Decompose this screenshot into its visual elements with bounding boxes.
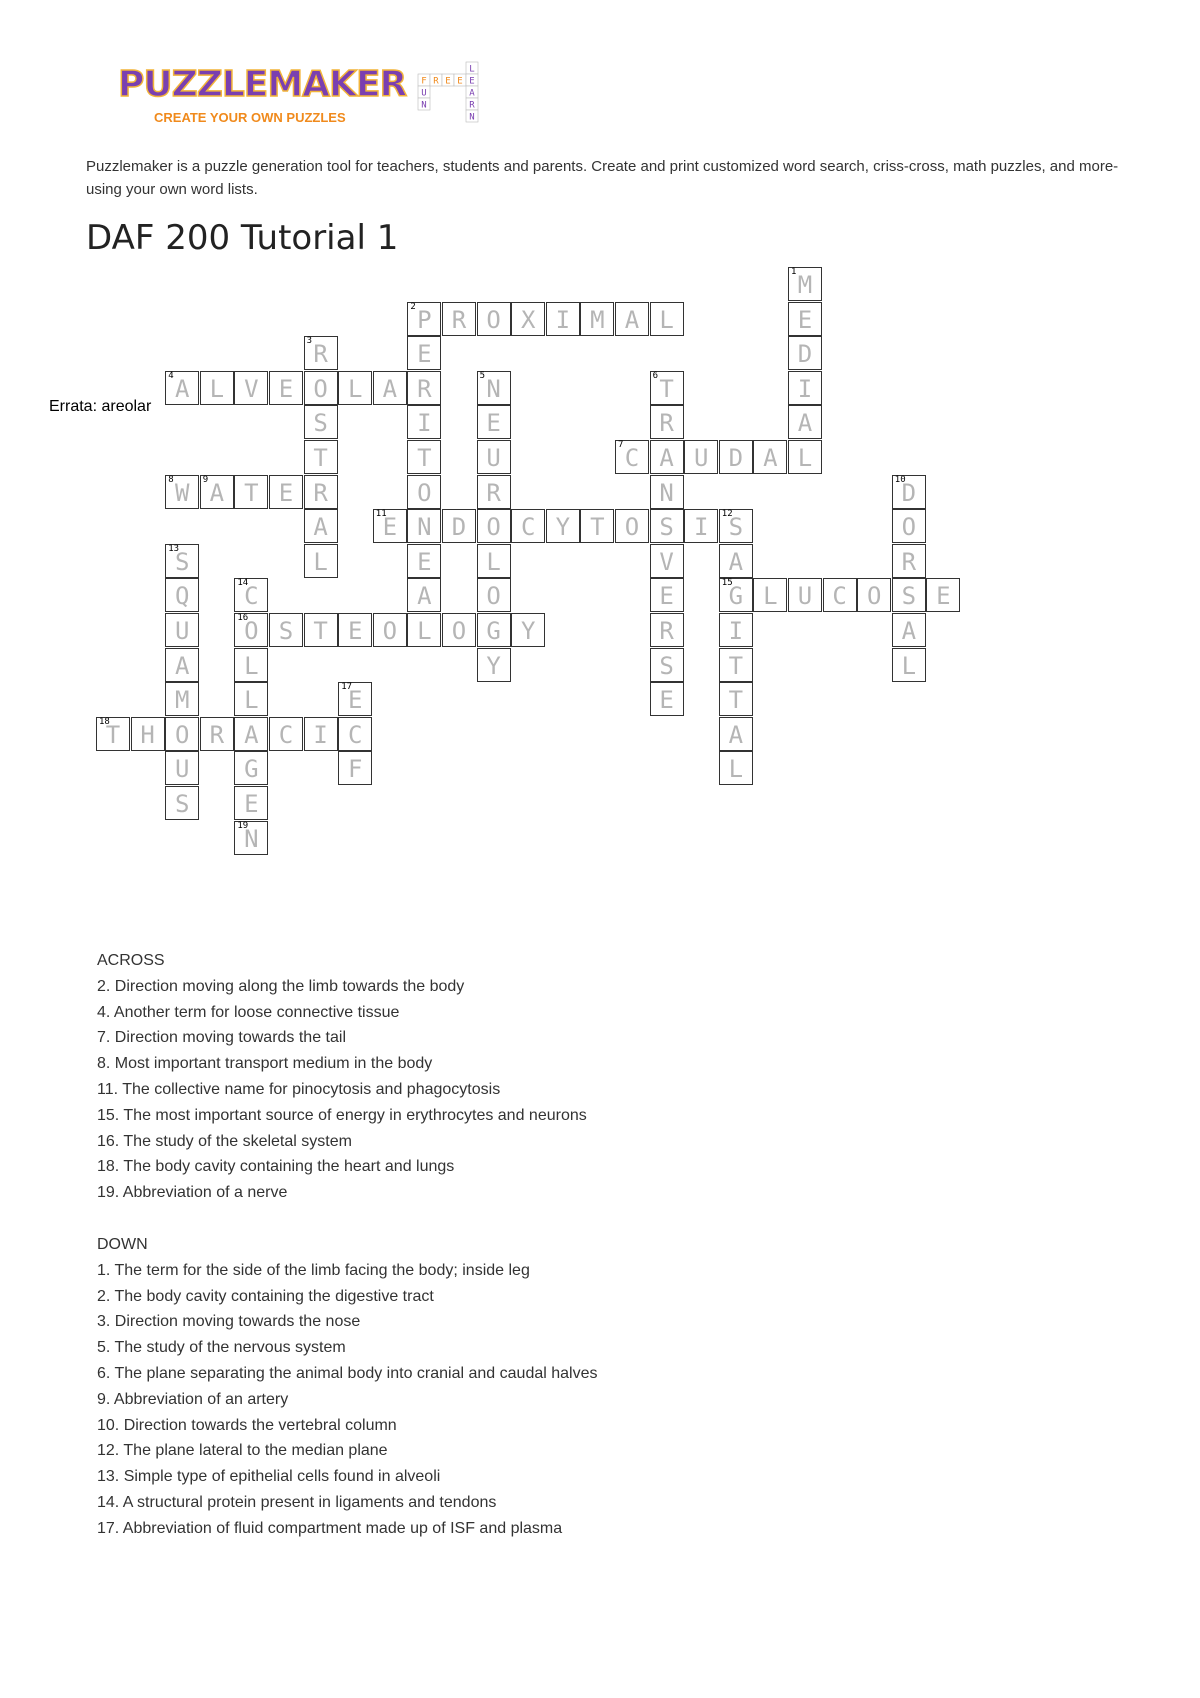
- crossword-cell[interactable]: U: [165, 613, 199, 647]
- crossword-cell[interactable]: E: [477, 405, 511, 439]
- crossword-cell[interactable]: O: [373, 613, 407, 647]
- down-clue: 10. Direction towards the vertebral column: [97, 1416, 397, 1434]
- crossword-cell[interactable]: R 3: [304, 336, 338, 370]
- crossword-cell[interactable]: T: [234, 475, 268, 509]
- logo-grid-letter: E: [457, 76, 463, 87]
- crossword-cell[interactable]: M: [165, 682, 199, 716]
- crossword-cell[interactable]: O: [165, 717, 199, 751]
- logo-grid-letter: E: [445, 76, 451, 87]
- crossword-cell[interactable]: E: [407, 544, 441, 578]
- logo-grid-letter: R: [433, 76, 439, 87]
- crossword-cell[interactable]: A: [788, 405, 822, 439]
- down-clue: 17. Abbreviation of fluid compartment made up of ISF and plasma: [97, 1519, 563, 1537]
- crossword-cell[interactable]: R: [892, 544, 926, 578]
- crossword-cell[interactable]: C: [338, 717, 372, 751]
- fun-learn-logo: [412, 58, 482, 134]
- across-clue: 15. The most important source of energy in erythrocytes and neurons: [97, 1106, 587, 1124]
- crossword-cell[interactable]: T 6: [650, 371, 684, 405]
- crossword-cell[interactable]: R: [407, 371, 441, 405]
- crossword-cell[interactable]: A: [650, 440, 684, 474]
- crossword-cell[interactable]: R: [477, 475, 511, 509]
- clue-number: 3: [306, 336, 313, 347]
- across-clue: 4. Another term for loose connective tissue: [97, 1003, 400, 1021]
- crossword-cell[interactable]: D: [442, 509, 476, 543]
- crossword-cell[interactable]: T: [304, 440, 338, 474]
- crossword-cell[interactable]: L: [753, 578, 787, 612]
- crossword-cell[interactable]: L: [234, 648, 268, 682]
- clue-number: 7: [618, 440, 624, 450]
- crossword-cell[interactable]: S: [650, 509, 684, 543]
- logo-wordmark: PUZZLEMAKER: [118, 64, 407, 105]
- crossword-cell[interactable]: E: [650, 682, 684, 716]
- crossword-cell[interactable]: A: [753, 440, 787, 474]
- crossword-cell[interactable]: S: [165, 786, 199, 820]
- clue-number: 10: [894, 474, 906, 485]
- crossword-cell[interactable]: C 14: [234, 578, 268, 612]
- down-clue: 5. The study of the nervous system: [97, 1339, 346, 1357]
- crossword-cell[interactable]: T: [407, 440, 441, 474]
- crossword-cell[interactable]: L: [234, 682, 268, 716]
- down-clue: 13. Simple type of epithelial cells found in alveoli: [97, 1468, 441, 1486]
- crossword-cell[interactable]: R: [442, 302, 476, 336]
- crossword-cell[interactable]: A: [373, 371, 407, 405]
- crossword-cell[interactable]: S: [650, 648, 684, 682]
- crossword-cell[interactable]: I: [407, 405, 441, 439]
- crossword-cell[interactable]: M: [580, 302, 614, 336]
- across-clue: 7. Direction moving towards the tail: [97, 1029, 346, 1047]
- across-clue: 18. The body cavity containing the heart and lungs: [97, 1158, 455, 1176]
- clue-number: 4: [168, 370, 174, 381]
- crossword-cell[interactable]: L: [892, 648, 926, 682]
- crossword-cell[interactable]: T: [719, 682, 753, 716]
- crossword-cell[interactable]: F: [338, 751, 372, 785]
- clue-number: 8: [168, 474, 174, 485]
- crossword-cell[interactable]: C 7: [615, 440, 649, 474]
- down-clue: 1. The term for the side of the limb facing the body; inside leg: [97, 1261, 530, 1279]
- crossword-cell[interactable]: A: [407, 578, 441, 612]
- crossword-cell[interactable]: E: [650, 578, 684, 612]
- clue-number: 19: [237, 820, 249, 831]
- crossword-cell[interactable]: V: [650, 544, 684, 578]
- crossword-cell[interactable]: Y: [546, 509, 580, 543]
- clue-number: 12: [721, 509, 733, 520]
- logo-grid-letter: U: [421, 88, 427, 99]
- crossword-cell[interactable]: E: [269, 371, 303, 405]
- clue-number: 15: [721, 578, 733, 589]
- crossword-cell[interactable]: D 10: [892, 475, 926, 509]
- puzzlemaker-logo[interactable]: [118, 58, 418, 130]
- crossword-cell[interactable]: E: [338, 613, 372, 647]
- clue-number: 1: [791, 267, 797, 277]
- down-clue: 9. Abbreviation of an artery: [97, 1390, 289, 1408]
- crossword-cell[interactable]: C: [823, 578, 857, 612]
- crossword-cell[interactable]: C: [269, 717, 303, 751]
- crossword-cell[interactable]: A: [304, 509, 338, 543]
- crossword-cell[interactable]: O: [407, 475, 441, 509]
- crossword-cell[interactable]: S: [269, 613, 303, 647]
- intro-text: Puzzlemaker is a puzzle generation tool for teachers, students and parents. Create and print customized word search, criss-cross, math puzzles, and more-using your own word lists.: [86, 158, 1119, 198]
- clue-number: 9: [202, 474, 209, 485]
- crossword-cell[interactable]: O: [615, 509, 649, 543]
- across-clue: 19. Abbreviation of a nerve: [97, 1184, 288, 1202]
- crossword-cell[interactable]: W 8: [165, 475, 199, 509]
- crossword-cell[interactable]: O: [477, 578, 511, 612]
- crossword-cell[interactable]: A: [719, 717, 753, 751]
- crossword-cell[interactable]: O: [477, 302, 511, 336]
- down-clue: 12. The plane lateral to the median plane: [97, 1442, 388, 1460]
- crossword-cell[interactable]: L: [304, 544, 338, 578]
- clue-number: 5: [479, 370, 486, 381]
- logo-tagline: CREATE YOUR OWN PUZZLES: [154, 110, 346, 125]
- crossword-cell[interactable]: A: [892, 613, 926, 647]
- crossword-cell[interactable]: E: [234, 786, 268, 820]
- crossword-cell[interactable]: H: [131, 717, 165, 751]
- crossword-cell[interactable]: A 4: [165, 371, 199, 405]
- crossword-cell[interactable]: I: [719, 613, 753, 647]
- crossword-cell[interactable]: D: [719, 440, 753, 474]
- crossword-cell[interactable]: G: [477, 613, 511, 647]
- across-clue: 11. The collective name for pinocytosis and phagocytosis: [97, 1080, 501, 1098]
- crossword-cell[interactable]: P 2: [407, 302, 441, 336]
- down-heading: DOWN: [97, 1235, 148, 1253]
- clue-number: 13: [168, 543, 180, 554]
- crossword-cell[interactable]: G 15: [719, 578, 753, 612]
- across-clue: 8. Most important transport medium in the body: [97, 1055, 433, 1073]
- crossword-cell[interactable]: E: [788, 302, 822, 336]
- crossword-cell[interactable]: T: [304, 613, 338, 647]
- crossword-cell[interactable]: R: [200, 717, 234, 751]
- crossword-cell[interactable]: E: [926, 578, 960, 612]
- crossword-cell[interactable]: O 16: [234, 613, 268, 647]
- clue-number: 11: [375, 509, 387, 520]
- crossword-cell[interactable]: I: [304, 717, 338, 751]
- crossword-cell[interactable]: N 5: [477, 371, 511, 405]
- down-clue: 14. A structural protein present in ligaments and tendons: [97, 1493, 497, 1511]
- crossword-cell[interactable]: O: [304, 371, 338, 405]
- crossword-cell[interactable]: I: [684, 509, 718, 543]
- crossword-cell[interactable]: U: [477, 440, 511, 474]
- crossword-cell[interactable]: O: [477, 509, 511, 543]
- crossword-cell[interactable]: A 9: [200, 475, 234, 509]
- logo-grid-letter: N: [469, 112, 475, 123]
- crossword-cell[interactable]: Q: [165, 578, 199, 612]
- logo-grid-letter: A: [469, 88, 475, 99]
- crossword-cell[interactable]: T: [580, 509, 614, 543]
- crossword-cell[interactable]: U: [788, 578, 822, 612]
- crossword-cell[interactable]: I: [788, 371, 822, 405]
- crossword-cell[interactable]: X: [511, 302, 545, 336]
- crossword-cell[interactable]: L: [650, 302, 684, 336]
- crossword-cell[interactable]: R: [650, 405, 684, 439]
- down-clue-list: [97, 1258, 597, 1542]
- crossword-cell[interactable]: G: [234, 751, 268, 785]
- crossword-cell[interactable]: T 18: [96, 717, 130, 751]
- crossword-cell[interactable]: L: [788, 440, 822, 474]
- crossword-cell[interactable]: E: [269, 475, 303, 509]
- clue-number: 18: [99, 716, 110, 727]
- crossword-cell[interactable]: L: [477, 544, 511, 578]
- crossword-cell[interactable]: V: [234, 371, 268, 405]
- clue-number: 17: [341, 682, 353, 693]
- crossword-cell[interactable]: L: [200, 371, 234, 405]
- crossword-cell[interactable]: S 12: [719, 509, 753, 543]
- crossword-cell[interactable]: A: [615, 302, 649, 336]
- clue-number: 14: [237, 578, 249, 589]
- crossword-cell[interactable]: S: [892, 578, 926, 612]
- across-clue-list: [97, 974, 597, 1206]
- crossword-cell[interactable]: O: [892, 509, 926, 543]
- logo-grid-letter: L: [469, 64, 475, 75]
- crossword-cell[interactable]: C: [511, 509, 545, 543]
- crossword-cell[interactable]: Y: [511, 613, 545, 647]
- down-clue: 6. The plane separating the animal body into cranial and caudal halves: [97, 1364, 598, 1382]
- crossword-cell[interactable]: L: [407, 613, 441, 647]
- clue-number: 2: [410, 301, 416, 312]
- crossword-cell[interactable]: R: [304, 475, 338, 509]
- crossword-cell[interactable]: D: [788, 336, 822, 370]
- across-heading: ACROSS: [97, 952, 165, 969]
- clue-number: 6: [652, 370, 659, 381]
- crossword-cell[interactable]: U: [165, 751, 199, 785]
- crossword-cell[interactable]: L: [338, 371, 372, 405]
- down-clue: 3. Direction moving towards the nose: [97, 1313, 361, 1331]
- clue-number: 16: [237, 613, 249, 623]
- crossword-cell[interactable]: Y: [477, 648, 511, 682]
- crossword-cell[interactable]: E: [407, 336, 441, 370]
- crossword-cell[interactable]: O: [857, 578, 891, 612]
- crossword-cell[interactable]: O: [442, 613, 476, 647]
- errata-note: Errata: areolar: [49, 398, 152, 415]
- crossword-cell[interactable]: S: [304, 405, 338, 439]
- crossword-cell[interactable]: E 11: [373, 509, 407, 543]
- crossword-cell[interactable]: L: [719, 751, 753, 785]
- crossword-cell[interactable]: N: [650, 475, 684, 509]
- crossword-cell[interactable]: A: [234, 717, 268, 751]
- down-clue: 2. The body cavity containing the digestive tract: [97, 1287, 434, 1305]
- crossword-cell[interactable]: U: [684, 440, 718, 474]
- across-clue: 2. Direction moving along the limb towards the body: [97, 977, 465, 995]
- crossword-cell[interactable]: R: [650, 613, 684, 647]
- crossword-cell[interactable]: E 17: [338, 682, 372, 716]
- clue-lists: [97, 948, 597, 1542]
- crossword-cell[interactable]: S 13: [165, 544, 199, 578]
- page-title: DAF 200 Tutorial 1: [86, 218, 399, 258]
- crossword-cell[interactable]: I: [546, 302, 580, 336]
- logo-grid-letter: E: [469, 76, 475, 87]
- crossword-cell[interactable]: M 1: [788, 267, 822, 301]
- crossword-cell[interactable]: N: [407, 509, 441, 543]
- crossword-cell[interactable]: T: [719, 648, 753, 682]
- logo-grid-letter: N: [421, 100, 427, 111]
- crossword-cell[interactable]: A: [719, 544, 753, 578]
- logo-grid-letter: R: [469, 100, 475, 111]
- crossword-cell[interactable]: A: [165, 648, 199, 682]
- logo-grid-letter: F: [421, 76, 427, 87]
- across-clue: 16. The study of the skeletal system: [97, 1132, 352, 1150]
- crossword-cell[interactable]: N 19: [234, 821, 268, 855]
